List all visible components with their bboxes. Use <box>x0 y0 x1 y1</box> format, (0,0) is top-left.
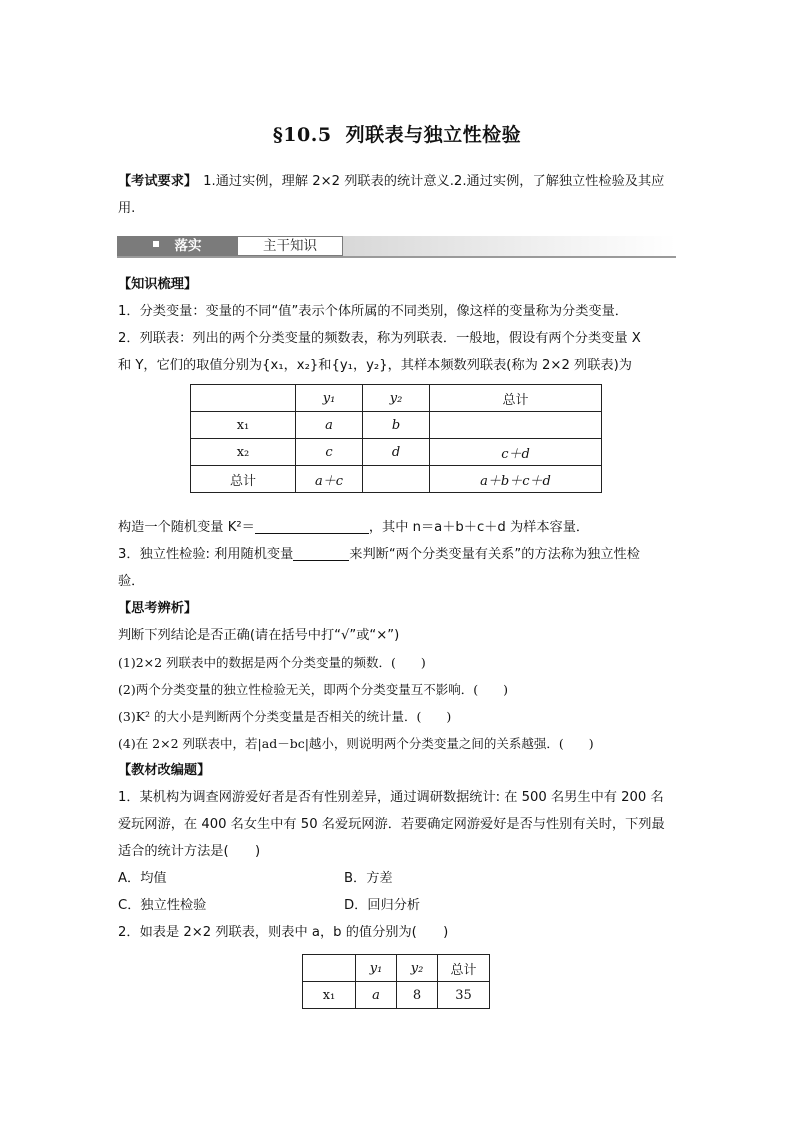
options-row-1 <box>118 865 678 892</box>
construct-line <box>118 514 678 541</box>
table-cell: a <box>356 982 397 1009</box>
table-cell: b <box>363 412 430 439</box>
option-b: B．方差 <box>344 871 393 886</box>
knowledge-item-1: 1．分类变量：变量的不同“值”表示个体所属的不同类别，像这样的变量称为分类变量． <box>118 304 628 319</box>
section-banner <box>117 236 676 258</box>
table-row <box>191 412 602 439</box>
item-3-prefix: 3．独立性检验: 利用随机变量 <box>118 547 294 562</box>
table-cell: a <box>296 412 363 439</box>
table-cell <box>363 466 430 493</box>
knowledge-heading: 【知识梳理】 <box>118 277 198 292</box>
option-d: D．回归分析 <box>344 898 421 913</box>
requirements-text: 1.通过实例，理解 2×2 列联表的统计意义.2.通过实例，了解独立性检验及其应用. <box>118 174 665 216</box>
banner-right <box>237 236 343 256</box>
table-cell: d <box>363 439 430 466</box>
table-cell <box>191 385 296 412</box>
section-number: §10.5 <box>272 124 332 146</box>
table-cell: 8 <box>397 982 438 1009</box>
table-header-cell: y₂ <box>363 385 430 412</box>
options-row-2 <box>118 892 678 919</box>
knowledge-section-continued <box>118 514 678 946</box>
question-1-line-1: 1．某机构为调查网游爱好者是否有性别差异，通过调研数据统计: 在 500 名男生中有 200 名 <box>118 790 664 805</box>
table-header-row <box>303 955 490 982</box>
table-row <box>303 982 490 1009</box>
table-header-cell: 总计 <box>438 955 490 982</box>
table-cell: a＋b＋c＋d <box>430 466 602 493</box>
item-3-suffix: 来判断“两个分类变量有关系”的方法称为独立性检 <box>349 547 640 562</box>
judgement-item: (2)两个分类变量的独立性检验无关，即两个分类变量互不影响．( ) <box>118 682 508 697</box>
banner-left <box>117 236 237 256</box>
answer-blank <box>255 517 369 534</box>
table-header-cell: 总计 <box>430 385 602 412</box>
banner-left-label: 落实 <box>174 238 202 254</box>
question-1-line-3: 适合的统计方法是( ) <box>118 844 261 859</box>
table-cell: c <box>296 439 363 466</box>
table-cell: 总计 <box>191 466 296 493</box>
construct-suffix: ，其中 n＝a＋b＋c＋d 为样本容量． <box>368 520 590 535</box>
judgement-intro: 判断下列结论是否正确(请在括号中打“√”或“×”) <box>118 628 400 643</box>
banner-right-label: 主干知识 <box>263 238 317 254</box>
question-2: 2．如表是 2×2 列联表，则表中 a，b 的值分别为( ) <box>118 925 449 940</box>
knowledge-section <box>118 271 678 379</box>
knowledge-item-3 <box>118 541 678 568</box>
square-bullet-icon <box>153 241 159 247</box>
table-row <box>191 466 602 493</box>
table-header-cell: y₁ <box>356 955 397 982</box>
banner-rule <box>117 256 676 258</box>
table-header-row <box>191 385 602 412</box>
question-1-line-2: 爱玩网游，在 400 名女生中有 50 名爱玩网游．若要确定网游爱好是否与性别有关时，下列最 <box>118 817 665 832</box>
option-a: A．均值 <box>118 871 167 886</box>
construct-prefix: 构造一个随机变量 K²＝ <box>118 520 255 535</box>
page-title <box>0 120 794 147</box>
banner-gradient <box>343 236 676 256</box>
knowledge-item-3-line-2: 验． <box>118 574 145 589</box>
question-2-table <box>302 954 490 1009</box>
answer-blank <box>293 544 349 561</box>
title-text: 列联表与独立性检验 <box>345 124 522 146</box>
exam-requirements <box>118 168 678 222</box>
contingency-table <box>190 384 602 493</box>
table-cell: a＋c <box>296 466 363 493</box>
textbook-heading: 【教材改编题】 <box>118 763 211 778</box>
knowledge-item-2-line-2: 和 Y，它们的取值分别为{x₁，x₂}和{y₁，y₂}，其样本频数列联表(称为 2×2 列联表)为 <box>118 358 632 373</box>
table-header-cell: y₁ <box>296 385 363 412</box>
table-cell <box>303 955 356 982</box>
requirements-tag: 【考试要求】 <box>118 174 198 189</box>
table-cell <box>430 412 602 439</box>
table-cell: 35 <box>438 982 490 1009</box>
judgement-item: (1)2×2 列联表中的数据是两个分类变量的频数．( ) <box>118 655 426 670</box>
judgement-item: (3)K² 的大小是判断两个分类变量是否相关的统计量．( ) <box>118 709 452 724</box>
table-cell: x₂ <box>191 439 296 466</box>
knowledge-item-2-line-1: 2．列联表：列出的两个分类变量的频数表，称为列联表．一般地，假设有两个分类变量 X <box>118 331 641 346</box>
table-header-cell: y₂ <box>397 955 438 982</box>
table-cell: c＋d <box>430 439 602 466</box>
judgement-heading: 【思考辨析】 <box>118 601 198 616</box>
table-cell: x₁ <box>303 982 356 1009</box>
option-c: C．独立性检验 <box>118 898 207 913</box>
table-cell: x₁ <box>191 412 296 439</box>
table-row <box>191 439 602 466</box>
judgement-item: (4)在 2×2 列联表中，若|ad－bc|越小，则说明两个分类变量之间的关系越强．( ) <box>118 736 594 751</box>
